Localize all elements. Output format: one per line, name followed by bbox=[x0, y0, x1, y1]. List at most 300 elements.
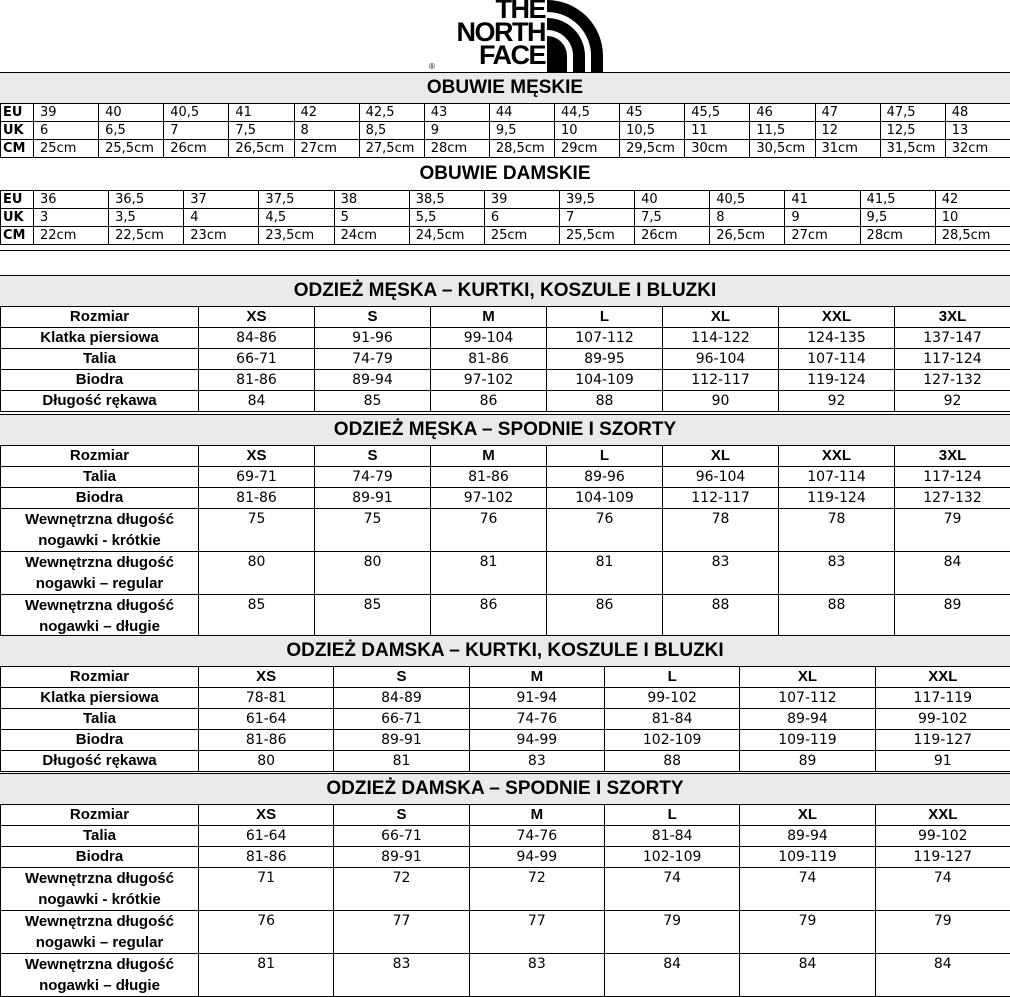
shoe-size-cell: 6 bbox=[34, 122, 99, 140]
shoe-size-cell: 6 bbox=[484, 209, 559, 227]
measurement-label bbox=[1, 847, 199, 868]
measurement-cell: 84 bbox=[895, 552, 1010, 595]
measurement-cell: 102-109 bbox=[604, 847, 739, 868]
measurement-cell: 88 bbox=[663, 595, 779, 638]
measurement-label-line: Biodra bbox=[1, 847, 198, 867]
measurement-cell: 81-86 bbox=[199, 488, 315, 509]
shoe-size-cell: 45,5 bbox=[685, 104, 750, 122]
size-header-cell: XL bbox=[663, 307, 779, 328]
measurement-label bbox=[1, 751, 199, 772]
measurement-cell: 117-124 bbox=[895, 349, 1010, 370]
measurement-cell: 78 bbox=[779, 509, 895, 552]
measurement-label-line: Talia bbox=[1, 467, 198, 487]
measurement-cell: 81 bbox=[334, 751, 469, 772]
measurement-cell: 107-112 bbox=[547, 328, 663, 349]
measurement-cell: 84 bbox=[199, 391, 315, 412]
measurement-cell: 91-94 bbox=[469, 688, 604, 709]
measurement-cell: 104-109 bbox=[547, 370, 663, 391]
measurement-cell: 86 bbox=[431, 595, 547, 638]
shoe-size-cell: 3 bbox=[34, 209, 109, 227]
measurement-cell: 89-91 bbox=[315, 488, 431, 509]
shoe-size-cell: 42 bbox=[935, 191, 1010, 209]
shoe-size-cell: 28cm bbox=[424, 140, 489, 158]
shoe-size-cell: 38,5 bbox=[409, 191, 484, 209]
size-header-cell: XXL bbox=[875, 667, 1010, 688]
measurement-row bbox=[1, 552, 1010, 595]
shoe-size-cell: 26,5cm bbox=[229, 140, 294, 158]
measurement-cell: 97-102 bbox=[431, 488, 547, 509]
measurement-label bbox=[1, 391, 199, 412]
shoe-size-cell: 4,5 bbox=[259, 209, 334, 227]
size-header-row bbox=[1, 805, 1010, 826]
measurement-cell: 80 bbox=[315, 552, 431, 595]
measurement-cell: 76 bbox=[199, 911, 334, 954]
measurement-cell: 114-122 bbox=[663, 328, 779, 349]
measurement-row bbox=[1, 595, 1010, 638]
shoe-size-cell: 28,5cm bbox=[935, 227, 1010, 245]
shoe-size-cell: 25,5cm bbox=[99, 140, 164, 158]
measurement-label-line: Wewnętrzna długość bbox=[1, 911, 198, 932]
size-header-cell: XS bbox=[199, 446, 315, 467]
measurement-cell: 83 bbox=[469, 954, 604, 997]
measurement-cell: 99-102 bbox=[875, 826, 1010, 847]
shoe-size-cell: 39 bbox=[34, 104, 99, 122]
measurement-row bbox=[1, 391, 1010, 412]
measurement-row bbox=[1, 509, 1010, 552]
measurement-cell: 99-102 bbox=[875, 709, 1010, 730]
half-dome-icon bbox=[547, 0, 603, 72]
measurement-cell: 77 bbox=[469, 911, 604, 954]
measurement-row bbox=[1, 688, 1010, 709]
shoe-size-cell: 30,5cm bbox=[750, 140, 815, 158]
shoe-size-cell: 39 bbox=[484, 191, 559, 209]
shoe-size-cell: 3,5 bbox=[109, 209, 184, 227]
measurement-cell: 94-99 bbox=[469, 847, 604, 868]
shoe-size-cell: 39,5 bbox=[559, 191, 634, 209]
measurement-row bbox=[1, 911, 1010, 954]
measurement-cell: 74-79 bbox=[315, 467, 431, 488]
measurement-cell: 96-104 bbox=[663, 467, 779, 488]
measurement-label bbox=[1, 328, 199, 349]
shoe-size-cell: 26,5cm bbox=[710, 227, 785, 245]
measurement-cell: 88 bbox=[547, 391, 663, 412]
shoe-size-cell: 27cm bbox=[294, 140, 359, 158]
shoe-size-cell: 5 bbox=[334, 209, 409, 227]
measurement-cell: 117-124 bbox=[895, 467, 1010, 488]
measurement-cell: 85 bbox=[315, 391, 431, 412]
measurement-row bbox=[1, 868, 1010, 911]
shoe-row-label: UK bbox=[1, 122, 34, 140]
shoe-size-cell: 26cm bbox=[164, 140, 229, 158]
shoe-size-cell: 8 bbox=[710, 209, 785, 227]
shoe-row-eu bbox=[1, 191, 1010, 209]
size-header-cell: M bbox=[431, 307, 547, 328]
size-header-label: Rozmiar bbox=[1, 805, 199, 826]
shoe-size-cell: 23,5cm bbox=[259, 227, 334, 245]
measurement-cell: 74-76 bbox=[469, 826, 604, 847]
measurement-cell: 127-132 bbox=[895, 370, 1010, 391]
measurement-cell: 74 bbox=[875, 868, 1010, 911]
shoe-size-cell: 9,5 bbox=[489, 122, 554, 140]
size-header-cell: S bbox=[315, 307, 431, 328]
measurement-cell: 97-102 bbox=[431, 370, 547, 391]
size-header-cell: L bbox=[547, 307, 663, 328]
shoe-size-cell: 45 bbox=[620, 104, 685, 122]
measurement-label bbox=[1, 595, 199, 638]
measurement-cell: 66-71 bbox=[199, 349, 315, 370]
measurement-cell: 83 bbox=[469, 751, 604, 772]
measurement-cell: 86 bbox=[547, 595, 663, 638]
size-header-cell: M bbox=[469, 667, 604, 688]
shoe-size-cell: 11 bbox=[685, 122, 750, 140]
shoe-size-cell: 10,5 bbox=[620, 122, 685, 140]
shoe-row-cm bbox=[1, 227, 1010, 245]
shoe-row-label: UK bbox=[1, 209, 34, 227]
measurement-cell: 81-86 bbox=[431, 349, 547, 370]
shoe-size-cell: 22,5cm bbox=[109, 227, 184, 245]
size-header-label: Rozmiar bbox=[1, 307, 199, 328]
brand-line-1: THE bbox=[405, 0, 545, 21]
measurement-cell: 61-64 bbox=[199, 826, 334, 847]
measurement-cell: 89-95 bbox=[547, 349, 663, 370]
size-header-cell: XL bbox=[740, 805, 875, 826]
shoe-row-eu bbox=[1, 104, 1010, 122]
shoe-size-cell: 40,5 bbox=[164, 104, 229, 122]
measurement-cell: 112-117 bbox=[663, 488, 779, 509]
measurement-cell: 117-119 bbox=[875, 688, 1010, 709]
measurement-cell: 84-89 bbox=[334, 688, 469, 709]
measurement-cell: 81-86 bbox=[431, 467, 547, 488]
measurement-cell: 92 bbox=[895, 391, 1010, 412]
measurement-row bbox=[1, 370, 1010, 391]
measurement-label-line: Długość rękawa bbox=[1, 391, 198, 411]
shoe-size-cell: 9 bbox=[785, 209, 860, 227]
measurement-cell: 74-79 bbox=[315, 349, 431, 370]
measurement-cell: 91-96 bbox=[315, 328, 431, 349]
measurement-cell: 78-81 bbox=[199, 688, 334, 709]
measurement-cell: 89-94 bbox=[315, 370, 431, 391]
measurement-cell: 81-86 bbox=[199, 370, 315, 391]
size-header-cell: L bbox=[604, 667, 739, 688]
size-header-cell: S bbox=[334, 667, 469, 688]
measurement-cell: 74 bbox=[740, 868, 875, 911]
measurement-cell: 104-109 bbox=[547, 488, 663, 509]
measurement-cell: 80 bbox=[199, 751, 334, 772]
shoe-size-cell: 11,5 bbox=[750, 122, 815, 140]
measurement-label-line: Długość rękawa bbox=[1, 751, 198, 771]
measurement-cell: 90 bbox=[663, 391, 779, 412]
shoe-size-cell: 8 bbox=[294, 122, 359, 140]
shoe-size-cell: 12 bbox=[815, 122, 880, 140]
size-header-label: Rozmiar bbox=[1, 667, 199, 688]
measurement-cell: 89-96 bbox=[547, 467, 663, 488]
measurement-cell: 78 bbox=[663, 509, 779, 552]
measurement-cell: 124-135 bbox=[779, 328, 895, 349]
measurement-cell: 86 bbox=[431, 391, 547, 412]
measurement-cell: 81-84 bbox=[604, 709, 739, 730]
shoe-size-cell: 47 bbox=[815, 104, 880, 122]
measurement-label-line: nogawki – regular bbox=[1, 573, 198, 594]
measurement-cell: 109-119 bbox=[740, 847, 875, 868]
measurement-cell: 81 bbox=[431, 552, 547, 595]
womens-tops-table bbox=[0, 666, 1010, 772]
measurement-label bbox=[1, 868, 199, 911]
shoe-size-cell: 30cm bbox=[685, 140, 750, 158]
measurement-row bbox=[1, 488, 1010, 509]
registered-mark: ® bbox=[429, 62, 435, 71]
measurement-cell: 102-109 bbox=[604, 730, 739, 751]
shoe-size-cell: 5,5 bbox=[409, 209, 484, 227]
measurement-label-line: nogawki – długie bbox=[1, 975, 198, 996]
measurement-cell: 85 bbox=[199, 595, 315, 638]
measurement-cell: 74 bbox=[604, 868, 739, 911]
shoe-size-cell: 40 bbox=[99, 104, 164, 122]
measurement-label-line: Wewnętrzna długość bbox=[1, 552, 198, 573]
shoe-size-cell: 44 bbox=[489, 104, 554, 122]
shoe-size-cell: 23cm bbox=[184, 227, 259, 245]
measurement-row bbox=[1, 751, 1010, 772]
shoe-size-cell: 7,5 bbox=[229, 122, 294, 140]
measurement-cell: 61-64 bbox=[199, 709, 334, 730]
measurement-cell: 81-86 bbox=[199, 730, 334, 751]
shoe-row-label: CM bbox=[1, 140, 34, 158]
mens-tops-table bbox=[0, 306, 1010, 412]
measurement-cell: 77 bbox=[334, 911, 469, 954]
measurement-row bbox=[1, 709, 1010, 730]
measurement-cell: 83 bbox=[334, 954, 469, 997]
shoe-size-cell: 26cm bbox=[635, 227, 710, 245]
measurement-label bbox=[1, 467, 199, 488]
separator bbox=[0, 250, 1010, 251]
shoe-size-cell: 36 bbox=[34, 191, 109, 209]
shoe-size-cell: 43 bbox=[424, 104, 489, 122]
measurement-label-line: Talia bbox=[1, 349, 198, 369]
measurement-cell: 89-94 bbox=[740, 826, 875, 847]
shoe-size-cell: 27cm bbox=[785, 227, 860, 245]
size-header-cell: XXL bbox=[779, 446, 895, 467]
measurement-cell: 89 bbox=[895, 595, 1010, 638]
shoe-row-label: EU bbox=[1, 191, 34, 209]
measurement-row bbox=[1, 328, 1010, 349]
measurement-cell: 66-71 bbox=[334, 709, 469, 730]
shoe-size-cell: 37,5 bbox=[259, 191, 334, 209]
shoe-size-cell: 25cm bbox=[34, 140, 99, 158]
measurement-cell: 99-102 bbox=[604, 688, 739, 709]
measurement-cell: 75 bbox=[199, 509, 315, 552]
measurement-cell: 96-104 bbox=[663, 349, 779, 370]
measurement-cell: 137-147 bbox=[895, 328, 1010, 349]
shoe-size-cell: 40 bbox=[635, 191, 710, 209]
measurement-row bbox=[1, 826, 1010, 847]
shoe-size-cell: 27,5cm bbox=[359, 140, 424, 158]
mens-tops-title: ODZIEŻ MĘSKA – KURTKI, KOSZULE I BLUZKI bbox=[0, 275, 1010, 306]
measurement-cell: 75 bbox=[315, 509, 431, 552]
measurement-cell: 83 bbox=[663, 552, 779, 595]
measurement-label bbox=[1, 730, 199, 751]
shoe-size-cell: 42,5 bbox=[359, 104, 424, 122]
measurement-cell: 71 bbox=[199, 868, 334, 911]
womens-bottoms-table bbox=[0, 804, 1010, 997]
measurement-cell: 81-86 bbox=[199, 847, 334, 868]
size-header-cell: XS bbox=[199, 667, 334, 688]
shoe-size-cell: 25,5cm bbox=[559, 227, 634, 245]
measurement-cell: 107-112 bbox=[740, 688, 875, 709]
measurement-row bbox=[1, 847, 1010, 868]
womens-bottoms-title: ODZIEŻ DAMSKA – SPODNIE I SZORTY bbox=[0, 773, 1010, 804]
shoe-size-cell: 32cm bbox=[945, 140, 1010, 158]
measurement-cell: 80 bbox=[199, 552, 315, 595]
measurement-cell: 85 bbox=[315, 595, 431, 638]
measurement-cell: 84 bbox=[875, 954, 1010, 997]
size-header-row bbox=[1, 307, 1010, 328]
measurement-label-line: nogawki - krótkie bbox=[1, 530, 198, 551]
measurement-cell: 119-124 bbox=[779, 488, 895, 509]
measurement-label-line: nogawki – długie bbox=[1, 616, 198, 637]
shoe-size-cell: 31cm bbox=[815, 140, 880, 158]
shoe-size-cell: 44,5 bbox=[555, 104, 620, 122]
measurement-label bbox=[1, 552, 199, 595]
mens-bottoms-title: ODZIEŻ MĘSKA – SPODNIE I SZORTY bbox=[0, 414, 1010, 445]
shoe-size-cell: 10 bbox=[935, 209, 1010, 227]
measurement-label bbox=[1, 911, 199, 954]
measurement-label-line: Wewnętrzna długość bbox=[1, 954, 198, 975]
measurement-cell: 79 bbox=[895, 509, 1010, 552]
measurement-label-line: Klatka piersiowa bbox=[1, 688, 198, 708]
size-header-cell: XS bbox=[199, 805, 334, 826]
measurement-cell: 89 bbox=[740, 751, 875, 772]
shoe-row-cm bbox=[1, 140, 1010, 158]
size-header-cell: XL bbox=[740, 667, 875, 688]
measurement-cell: 88 bbox=[604, 751, 739, 772]
shoe-size-cell: 29cm bbox=[555, 140, 620, 158]
measurement-label-line: Wewnętrzna długość bbox=[1, 509, 198, 530]
shoe-size-cell: 24cm bbox=[334, 227, 409, 245]
measurement-cell: 69-71 bbox=[199, 467, 315, 488]
shoe-size-cell: 9 bbox=[424, 122, 489, 140]
shoe-size-cell: 7,5 bbox=[635, 209, 710, 227]
size-header-cell: XL bbox=[663, 446, 779, 467]
size-header-cell: XXL bbox=[875, 805, 1010, 826]
measurement-label-line: Biodra bbox=[1, 370, 198, 390]
measurement-label-line: Wewnętrzna długość bbox=[1, 595, 198, 616]
shoe-size-cell: 9,5 bbox=[860, 209, 935, 227]
measurement-cell: 112-117 bbox=[663, 370, 779, 391]
shoe-size-cell: 4 bbox=[184, 209, 259, 227]
measurement-label bbox=[1, 688, 199, 709]
measurement-cell: 119-127 bbox=[875, 730, 1010, 751]
shoe-size-cell: 7 bbox=[559, 209, 634, 227]
measurement-cell: 79 bbox=[604, 911, 739, 954]
measurement-row bbox=[1, 349, 1010, 370]
measurement-cell: 81 bbox=[199, 954, 334, 997]
shoe-size-cell: 48 bbox=[945, 104, 1010, 122]
measurement-label-line: Klatka piersiowa bbox=[1, 328, 198, 348]
measurement-label-line: Wewnętrzna długość bbox=[1, 868, 198, 889]
size-header-cell: S bbox=[315, 446, 431, 467]
measurement-cell: 79 bbox=[740, 911, 875, 954]
measurement-cell: 91 bbox=[875, 751, 1010, 772]
shoe-size-cell: 38 bbox=[334, 191, 409, 209]
shoe-row-label: CM bbox=[1, 227, 34, 245]
shoe-size-cell: 6,5 bbox=[99, 122, 164, 140]
shoe-size-cell: 29,5cm bbox=[620, 140, 685, 158]
shoe-size-cell: 13 bbox=[945, 122, 1010, 140]
shoe-size-cell: 41 bbox=[785, 191, 860, 209]
measurement-label-line: nogawki – regular bbox=[1, 932, 198, 953]
measurement-label-line: Talia bbox=[1, 826, 198, 846]
measurement-cell: 66-71 bbox=[334, 826, 469, 847]
shoe-size-cell: 12,5 bbox=[880, 122, 945, 140]
measurement-cell: 84 bbox=[740, 954, 875, 997]
size-header-cell: 3XL bbox=[895, 307, 1010, 328]
measurement-cell: 81 bbox=[547, 552, 663, 595]
shoe-size-cell: 10 bbox=[555, 122, 620, 140]
measurement-cell: 99-104 bbox=[431, 328, 547, 349]
measurement-cell: 72 bbox=[334, 868, 469, 911]
womens-shoes-table bbox=[0, 190, 1010, 245]
measurement-cell: 89-94 bbox=[740, 709, 875, 730]
measurement-row bbox=[1, 467, 1010, 488]
measurement-cell: 88 bbox=[779, 595, 895, 638]
womens-shoes-title: OBUWIE DAMSKIE bbox=[0, 160, 1010, 188]
shoe-row-uk bbox=[1, 209, 1010, 227]
shoe-size-cell: 40,5 bbox=[710, 191, 785, 209]
measurement-row bbox=[1, 954, 1010, 997]
size-header-cell: XS bbox=[199, 307, 315, 328]
shoe-size-cell: 7 bbox=[164, 122, 229, 140]
measurement-cell: 94-99 bbox=[469, 730, 604, 751]
measurement-cell: 72 bbox=[469, 868, 604, 911]
shoe-size-cell: 22cm bbox=[34, 227, 109, 245]
measurement-label-line: nogawki - krótkie bbox=[1, 889, 198, 910]
measurement-cell: 84-86 bbox=[199, 328, 315, 349]
size-header-row bbox=[1, 667, 1010, 688]
shoe-size-cell: 8,5 bbox=[359, 122, 424, 140]
shoe-row-uk bbox=[1, 122, 1010, 140]
brand-line-2: NORTH bbox=[405, 21, 545, 44]
brand-line-3: FACE bbox=[405, 44, 545, 67]
shoe-size-cell: 28cm bbox=[860, 227, 935, 245]
measurement-label bbox=[1, 954, 199, 997]
measurement-cell: 109-119 bbox=[740, 730, 875, 751]
measurement-label bbox=[1, 826, 199, 847]
shoe-size-cell: 37 bbox=[184, 191, 259, 209]
measurement-row bbox=[1, 730, 1010, 751]
womens-tops-title: ODZIEŻ DAMSKA – KURTKI, KOSZULE I BLUZKI bbox=[0, 635, 1010, 666]
shoe-size-cell: 24,5cm bbox=[409, 227, 484, 245]
measurement-cell: 89-91 bbox=[334, 847, 469, 868]
shoe-size-cell: 47,5 bbox=[880, 104, 945, 122]
size-header-cell: XXL bbox=[779, 307, 895, 328]
measurement-cell: 76 bbox=[431, 509, 547, 552]
measurement-cell: 127-132 bbox=[895, 488, 1010, 509]
brand-wordmark bbox=[405, 0, 545, 67]
measurement-label bbox=[1, 509, 199, 552]
size-header-cell: L bbox=[604, 805, 739, 826]
measurement-label bbox=[1, 370, 199, 391]
measurement-cell: 83 bbox=[779, 552, 895, 595]
shoe-size-cell: 36,5 bbox=[109, 191, 184, 209]
measurement-cell: 84 bbox=[604, 954, 739, 997]
mens-shoes-table bbox=[0, 103, 1010, 158]
measurement-label bbox=[1, 488, 199, 509]
size-header-label: Rozmiar bbox=[1, 446, 199, 467]
mens-bottoms-table bbox=[0, 445, 1010, 638]
measurement-label bbox=[1, 709, 199, 730]
mens-shoes-title: OBUWIE MĘSKIE bbox=[0, 72, 1010, 103]
measurement-cell: 107-114 bbox=[779, 467, 895, 488]
measurement-cell: 92 bbox=[779, 391, 895, 412]
